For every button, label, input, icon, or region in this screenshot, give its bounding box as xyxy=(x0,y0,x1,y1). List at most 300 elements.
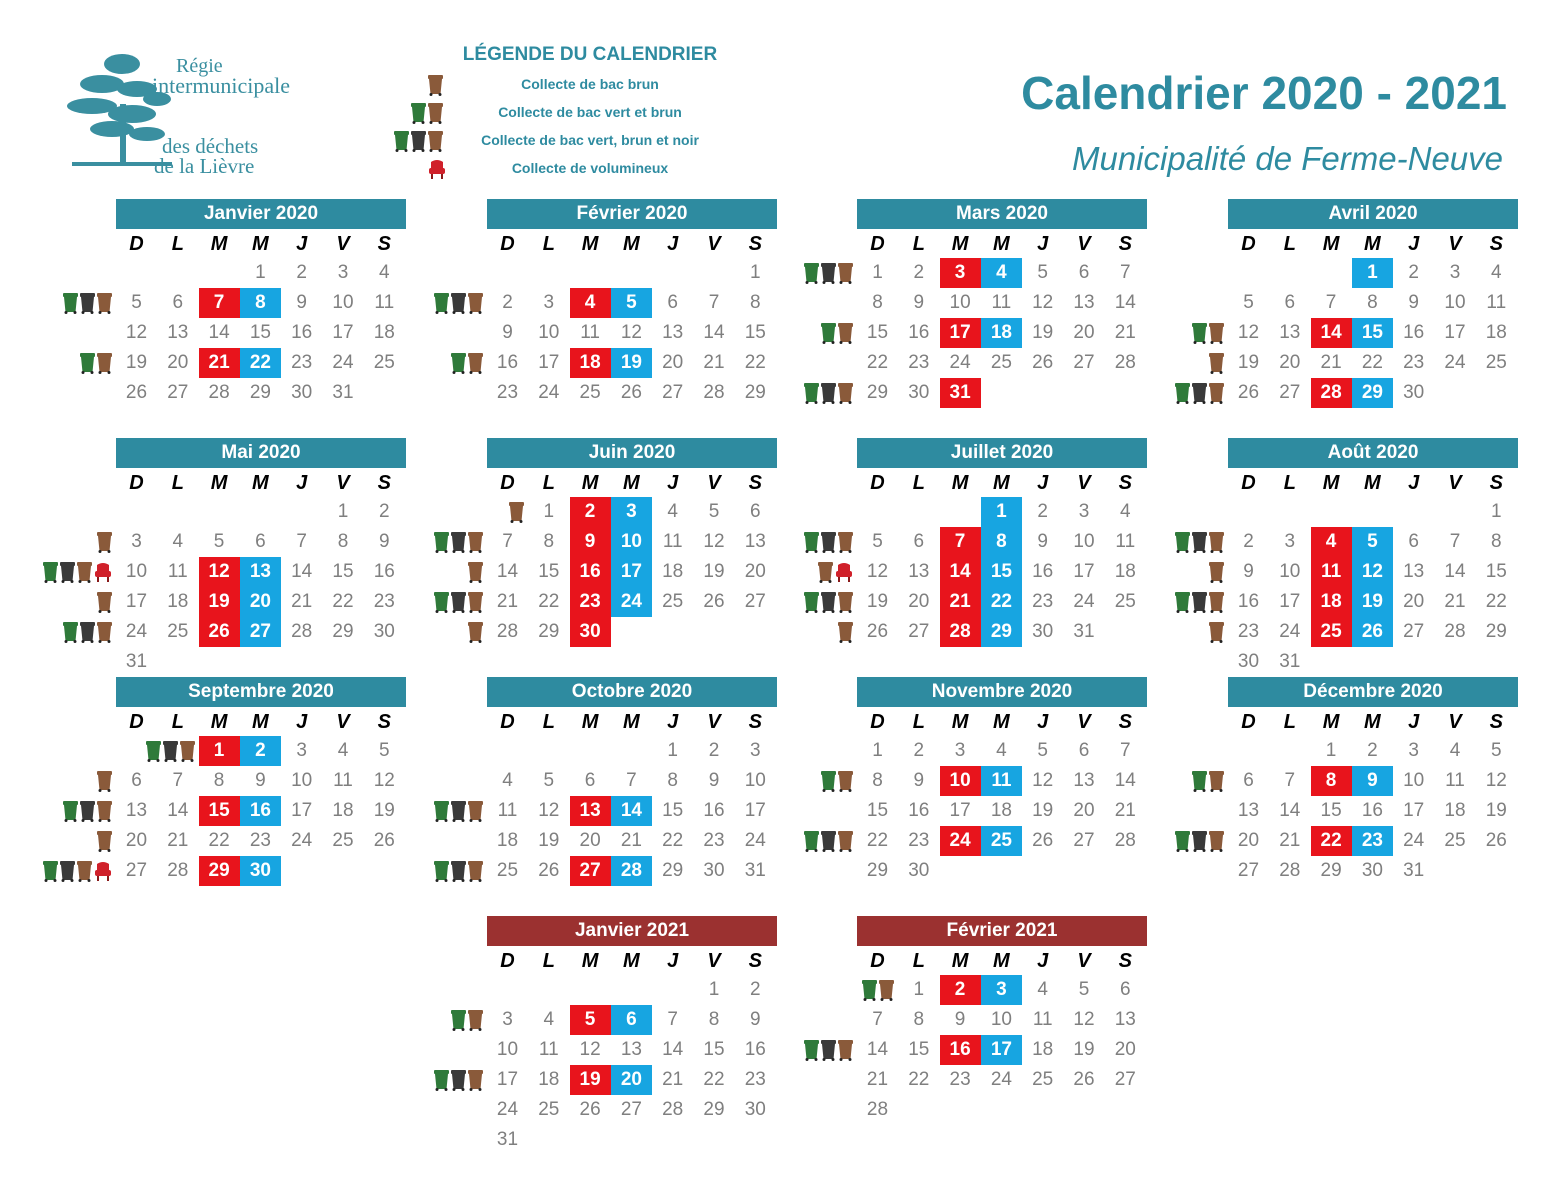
day-cell: 1 xyxy=(872,262,883,283)
day-cell: 26 xyxy=(373,829,395,851)
day-cell: 29 xyxy=(538,620,560,642)
day-cell: 15 xyxy=(538,560,560,582)
weekday-label: D xyxy=(129,233,144,255)
day-cell: 31 xyxy=(1279,650,1301,672)
day-cell: 13 xyxy=(1403,560,1425,582)
weekday-label: L xyxy=(1283,233,1296,255)
brown-bin-icon xyxy=(838,770,853,792)
day-cell: 22 xyxy=(1361,351,1383,373)
day-cell: 30 xyxy=(1032,620,1054,642)
day-cell: 10 xyxy=(949,291,971,313)
weekday-label: L xyxy=(542,233,555,255)
weekday-label: S xyxy=(1118,711,1132,733)
day-cell-blue: 9 xyxy=(1352,766,1393,796)
brown-bin-icon xyxy=(1209,621,1224,643)
logo-line-1: Régie xyxy=(176,55,223,77)
day-cell: 4 xyxy=(502,769,513,791)
day-cell: 13 xyxy=(1279,321,1301,343)
brown-bin-icon xyxy=(838,621,853,643)
day-cell: 28 xyxy=(1114,829,1136,851)
day-cell: 31 xyxy=(1403,859,1425,881)
brown-bin-icon xyxy=(468,1069,483,1091)
day-cell: 23 xyxy=(1032,590,1054,612)
logo-line-3: des déchets xyxy=(162,134,259,158)
day-cell: 3 xyxy=(1284,530,1296,552)
day-cell: 24 xyxy=(949,351,971,373)
day-cell-blue: 20 xyxy=(611,1065,652,1095)
day-cell: 11 xyxy=(167,560,188,582)
day-cell: 5 xyxy=(1078,979,1090,1000)
day-cell: 25 xyxy=(990,351,1012,373)
day-cell-red: 28 xyxy=(940,617,981,647)
day-cell: 24 xyxy=(291,829,313,851)
month-calendar xyxy=(116,438,406,672)
day-cell: 30 xyxy=(703,859,725,881)
day-cell: 9 xyxy=(954,1008,966,1030)
black-bin-icon xyxy=(80,800,95,822)
day-cell: 1 xyxy=(708,979,720,1000)
weekday-label: S xyxy=(377,711,391,733)
day-cell: 5 xyxy=(1037,740,1048,761)
day-cell: 24 xyxy=(496,1098,519,1120)
day-cell: 10 xyxy=(125,560,148,582)
green-bin-icon xyxy=(434,292,449,314)
day-cell: 27 xyxy=(125,859,148,881)
day-cell: 30 xyxy=(1361,859,1383,881)
brown-bin-icon xyxy=(97,352,112,374)
collection-icons xyxy=(509,497,524,527)
day-cell-blue: 19 xyxy=(1352,587,1393,617)
brown-bin-icon xyxy=(468,860,483,882)
weekday-label: S xyxy=(1118,233,1132,255)
day-cell: 27 xyxy=(1073,829,1095,851)
weekday-label: D xyxy=(870,711,885,733)
day-cell-red: 25 xyxy=(1311,617,1352,647)
day-cell: 30 xyxy=(908,381,930,403)
weekday-label: J xyxy=(1037,472,1049,494)
brown-bin-icon xyxy=(468,292,483,314)
black-bin-icon xyxy=(451,1069,466,1091)
weekday-label: M xyxy=(951,233,969,255)
collection-icons xyxy=(862,975,894,1005)
day-cell: 5 xyxy=(131,291,142,313)
day-cell: 15 xyxy=(703,1038,725,1060)
day-cell-red: 23 xyxy=(570,587,611,617)
day-cell-blue: 20 xyxy=(240,587,281,617)
day-cell: 26 xyxy=(866,620,889,642)
weekday-label: L xyxy=(912,711,925,733)
day-cell: 13 xyxy=(1237,799,1260,821)
day-cell: 24 xyxy=(990,1068,1012,1090)
day-cell: 12 xyxy=(373,769,395,791)
day-cell: 15 xyxy=(908,1038,930,1060)
armchair-icon xyxy=(94,561,112,583)
day-cell: 31 xyxy=(744,859,766,881)
weekday-label: V xyxy=(1448,472,1462,494)
day-cell: 14 xyxy=(703,321,725,343)
day-cell: 24 xyxy=(1073,590,1095,612)
day-cell: 6 xyxy=(584,769,596,791)
weekday-label: M xyxy=(1322,472,1340,494)
day-cell-blue: 5 xyxy=(611,288,652,318)
day-cell-blue: 19 xyxy=(611,348,652,378)
collection-icons xyxy=(468,557,483,587)
day-cell: 17 xyxy=(744,799,766,821)
weekday-label: M xyxy=(581,950,599,972)
day-cell-red: 1 xyxy=(199,736,240,766)
day-cell: 29 xyxy=(866,859,889,881)
day-cell: 22 xyxy=(662,829,684,851)
month-header: Janvier 2020 xyxy=(116,199,406,229)
weekday-label: M xyxy=(951,711,969,733)
weekday-label: M xyxy=(623,950,640,972)
weekday-label: V xyxy=(1448,233,1462,255)
day-cell: 31 xyxy=(332,381,354,403)
green-bin-icon xyxy=(43,561,58,583)
day-cell: 29 xyxy=(332,620,354,642)
brown-bin-icon xyxy=(1209,531,1224,553)
green-bin-icon xyxy=(146,740,161,762)
day-cell-red: 8 xyxy=(1311,766,1352,796)
collection-icons xyxy=(804,527,853,557)
day-cell: 25 xyxy=(579,381,601,403)
day-cell: 11 xyxy=(333,769,353,791)
day-cell: 3 xyxy=(750,740,761,761)
collection-icons xyxy=(804,378,853,408)
day-cell-blue: 6 xyxy=(611,1005,652,1035)
day-cell-red: 16 xyxy=(940,1035,981,1065)
day-cell: 22 xyxy=(866,829,889,851)
day-cell: 8 xyxy=(1367,291,1378,313)
day-cell: 11 xyxy=(662,530,683,552)
day-cell: 8 xyxy=(337,530,349,552)
day-cell: 14 xyxy=(496,560,519,582)
day-cell-red: 15 xyxy=(199,796,240,826)
day-cell: 3 xyxy=(1408,740,1419,761)
brown-bin-icon xyxy=(468,621,483,643)
day-cell: 13 xyxy=(125,799,148,821)
collection-icons xyxy=(97,587,112,617)
day-cell: 17 xyxy=(1403,799,1425,821)
day-cell: 12 xyxy=(1485,769,1507,791)
day-cell: 14 xyxy=(291,560,313,582)
weekday-label: M xyxy=(993,472,1010,494)
month-calendar xyxy=(487,199,777,429)
weekday-label: V xyxy=(707,233,721,255)
collection-icons xyxy=(43,856,112,886)
day-cell: 11 xyxy=(1486,291,1507,313)
green-bin-icon xyxy=(1175,591,1190,613)
black-bin-icon xyxy=(821,262,836,284)
weekday-label: L xyxy=(1283,711,1296,733)
day-cell: 3 xyxy=(1078,501,1090,522)
green-bin-icon xyxy=(43,860,58,882)
black-bin-icon xyxy=(451,292,466,314)
logo-line-4: de la Lièvre xyxy=(154,154,255,178)
day-cell: 6 xyxy=(667,291,678,313)
day-cell-red: 11 xyxy=(1311,557,1352,587)
weekday-label: M xyxy=(581,233,599,255)
day-cell: 15 xyxy=(866,799,889,821)
weekday-label: J xyxy=(667,711,679,733)
collection-icons xyxy=(451,1005,483,1035)
day-cell: 23 xyxy=(949,1068,971,1090)
weekday-label: M xyxy=(993,233,1010,255)
day-cell: 14 xyxy=(208,321,230,343)
day-cell: 11 xyxy=(991,291,1012,313)
day-cell-red: 14 xyxy=(940,557,981,587)
black-bin-icon xyxy=(451,860,466,882)
weekday-label: D xyxy=(1241,711,1256,733)
day-cell: 10 xyxy=(990,1008,1012,1030)
day-cell: 9 xyxy=(502,321,513,343)
day-cell: 3 xyxy=(337,262,349,283)
day-cell: 7 xyxy=(626,769,637,791)
weekday-label: M xyxy=(1322,711,1340,733)
black-bin-icon xyxy=(1192,382,1207,404)
brown-bin-icon xyxy=(1209,591,1224,613)
brown-bin-icon xyxy=(879,979,894,1001)
day-cell: 2 xyxy=(502,291,513,313)
weekday-label: D xyxy=(1241,233,1256,255)
page-title: Calendrier 2020 - 2021 xyxy=(1021,67,1507,119)
brown-bin-icon xyxy=(97,292,112,314)
brown-bin-icon xyxy=(838,382,853,404)
day-cell: 22 xyxy=(866,351,889,373)
day-cell: 23 xyxy=(908,351,930,373)
green-bin-icon xyxy=(1175,382,1190,404)
day-cell: 12 xyxy=(125,321,148,343)
day-cell: 6 xyxy=(913,530,925,552)
day-cell: 26 xyxy=(1032,351,1054,373)
day-cell: 14 xyxy=(1279,799,1301,821)
collection-icons xyxy=(821,318,853,348)
day-cell-blue: 12 xyxy=(1352,557,1393,587)
green-bin-icon xyxy=(1192,770,1207,792)
day-cell: 15 xyxy=(1320,799,1342,821)
day-cell: 3 xyxy=(131,530,142,552)
day-cell: 11 xyxy=(497,799,518,821)
day-cell: 28 xyxy=(662,1098,684,1120)
day-cell: 10 xyxy=(332,291,354,313)
weekday-label: V xyxy=(1077,472,1091,494)
weekday-label: D xyxy=(1241,472,1256,494)
day-cell: 17 xyxy=(291,799,313,821)
day-cell: 14 xyxy=(1114,291,1136,313)
day-cell-blue: 22 xyxy=(240,348,281,378)
month-header: Février 2021 xyxy=(857,916,1147,946)
weekday-label: S xyxy=(377,472,391,494)
month-calendar xyxy=(116,199,406,429)
day-cell-blue: 22 xyxy=(981,587,1022,617)
day-cell: 16 xyxy=(908,799,930,821)
day-cell: 19 xyxy=(1485,799,1507,821)
collection-icons xyxy=(434,796,483,826)
day-cell: 29 xyxy=(1485,620,1507,642)
day-cell: 13 xyxy=(744,530,766,552)
day-cell: 27 xyxy=(167,381,189,403)
weekday-label: J xyxy=(296,233,308,255)
weekday-label: J xyxy=(1408,711,1420,733)
day-cell: 5 xyxy=(872,530,883,552)
day-cell: 12 xyxy=(1073,1008,1095,1030)
weekday-label: J xyxy=(667,950,679,972)
green-bin-icon xyxy=(63,292,78,314)
day-cell: 31 xyxy=(1073,620,1095,642)
day-cell: 10 xyxy=(1403,769,1425,791)
day-cell: 2 xyxy=(379,501,390,522)
day-cell: 15 xyxy=(1485,560,1507,582)
day-cell: 19 xyxy=(866,590,889,612)
day-cell: 27 xyxy=(908,620,930,642)
weekday-label: L xyxy=(171,472,184,494)
black-bin-icon xyxy=(821,1039,836,1061)
weekday-label: M xyxy=(581,472,599,494)
month-calendar xyxy=(487,438,777,668)
collection-icons xyxy=(821,766,853,796)
day-cell: 11 xyxy=(538,1038,559,1060)
day-cell: 14 xyxy=(1114,769,1136,791)
day-cell: 6 xyxy=(1078,262,1090,283)
black-bin-icon xyxy=(821,382,836,404)
green-bin-icon xyxy=(394,130,409,152)
day-cell: 18 xyxy=(662,560,684,582)
day-cell: 20 xyxy=(744,560,766,582)
month-header: Avril 2020 xyxy=(1228,199,1518,229)
collection-icons xyxy=(804,1035,853,1065)
day-cell: 26 xyxy=(1237,381,1260,403)
day-cell: 4 xyxy=(1449,740,1461,761)
day-cell: 20 xyxy=(125,829,148,851)
month-header: Janvier 2021 xyxy=(487,916,777,946)
day-cell: 2 xyxy=(1037,501,1048,522)
day-cell: 25 xyxy=(1444,829,1466,851)
day-cell: 1 xyxy=(337,501,349,522)
day-cell: 18 xyxy=(332,799,354,821)
weekday-label: J xyxy=(296,711,308,733)
day-cell: 28 xyxy=(208,381,230,403)
day-cell: 21 xyxy=(703,351,725,373)
day-cell: 20 xyxy=(167,351,189,373)
month-calendar xyxy=(1228,199,1518,429)
brown-bin-icon xyxy=(838,591,853,613)
day-cell: 25 xyxy=(332,829,354,851)
day-cell-blue: 18 xyxy=(981,318,1022,348)
day-cell: 20 xyxy=(1403,590,1425,612)
collection-icons xyxy=(434,288,483,318)
day-cell: 6 xyxy=(255,530,266,552)
day-cell: 12 xyxy=(703,530,725,552)
black-bin-icon xyxy=(821,591,836,613)
month-calendar xyxy=(1228,677,1518,907)
green-bin-icon xyxy=(1175,531,1190,553)
day-cell: 14 xyxy=(167,799,189,821)
brown-bin-icon xyxy=(818,561,833,583)
collection-icons xyxy=(434,856,483,886)
day-cell-red: 5 xyxy=(570,1005,611,1035)
day-cell: 7 xyxy=(1120,740,1131,761)
day-cell: 18 xyxy=(538,1068,560,1090)
black-bin-icon xyxy=(1192,591,1207,613)
day-cell-red: 17 xyxy=(940,318,981,348)
day-cell-blue: 5 xyxy=(1352,527,1393,557)
black-bin-icon xyxy=(821,531,836,553)
day-cell: 3 xyxy=(502,1008,513,1030)
day-cell-red: 19 xyxy=(570,1065,611,1095)
collection-icons xyxy=(804,258,853,288)
day-cell: 22 xyxy=(744,351,766,373)
day-cell: 10 xyxy=(291,769,313,791)
day-cell: 31 xyxy=(496,1128,519,1150)
day-cell: 15 xyxy=(866,321,889,343)
day-cell-red: 19 xyxy=(199,587,240,617)
day-cell: 19 xyxy=(538,829,560,851)
day-cell: 1 xyxy=(913,979,925,1000)
day-cell: 18 xyxy=(496,829,519,851)
day-cell: 16 xyxy=(1032,560,1054,582)
collection-icons xyxy=(804,826,853,856)
day-cell: 8 xyxy=(708,1008,720,1030)
day-cell: 11 xyxy=(1115,530,1136,552)
day-cell: 10 xyxy=(744,769,766,791)
weekday-label: L xyxy=(1283,472,1296,494)
collection-icons xyxy=(1175,378,1224,408)
brown-bin-icon xyxy=(180,740,195,762)
green-bin-icon xyxy=(862,979,877,1001)
weekday-label: J xyxy=(667,233,679,255)
day-cell: 29 xyxy=(1320,859,1342,881)
day-cell: 21 xyxy=(167,829,189,851)
day-cell-red: 18 xyxy=(1311,587,1352,617)
day-cell: 21 xyxy=(662,1068,684,1090)
green-bin-icon xyxy=(434,1069,449,1091)
weekday-label: S xyxy=(1489,711,1503,733)
weekday-label: M xyxy=(252,233,269,255)
day-cell: 31 xyxy=(125,650,148,672)
day-cell: 27 xyxy=(1073,351,1095,373)
green-bin-icon xyxy=(63,621,78,643)
day-cell: 24 xyxy=(744,829,766,851)
black-bin-icon xyxy=(1192,830,1207,852)
legend-title: LÉGENDE DU CALENDRIER xyxy=(462,44,718,65)
page-subtitle: Municipalité de Ferme-Neuve xyxy=(1071,140,1503,177)
day-cell-red: 27 xyxy=(570,856,611,886)
day-cell: 8 xyxy=(1491,530,1502,552)
weekday-label: S xyxy=(748,711,762,733)
day-cell: 6 xyxy=(1078,740,1090,761)
day-cell: 17 xyxy=(1279,590,1301,612)
weekday-label: L xyxy=(912,233,925,255)
collection-icons xyxy=(451,348,483,378)
month-header: Décembre 2020 xyxy=(1228,677,1518,707)
day-cell: 25 xyxy=(1114,590,1136,612)
weekday-label: L xyxy=(912,472,925,494)
weekday-label: V xyxy=(1077,233,1091,255)
green-bin-icon xyxy=(451,352,466,374)
day-cell: 7 xyxy=(172,769,184,791)
day-cell: 18 xyxy=(1114,560,1136,582)
day-cell: 6 xyxy=(131,769,142,791)
brown-bin-icon xyxy=(97,591,112,613)
day-cell: 28 xyxy=(866,1098,889,1120)
day-cell: 24 xyxy=(538,381,560,403)
day-cell: 19 xyxy=(373,799,395,821)
weekday-label: J xyxy=(1408,233,1420,255)
day-cell: 18 xyxy=(990,799,1012,821)
day-cell: 5 xyxy=(379,740,390,761)
day-cell: 2 xyxy=(913,740,925,761)
green-bin-icon xyxy=(434,800,449,822)
